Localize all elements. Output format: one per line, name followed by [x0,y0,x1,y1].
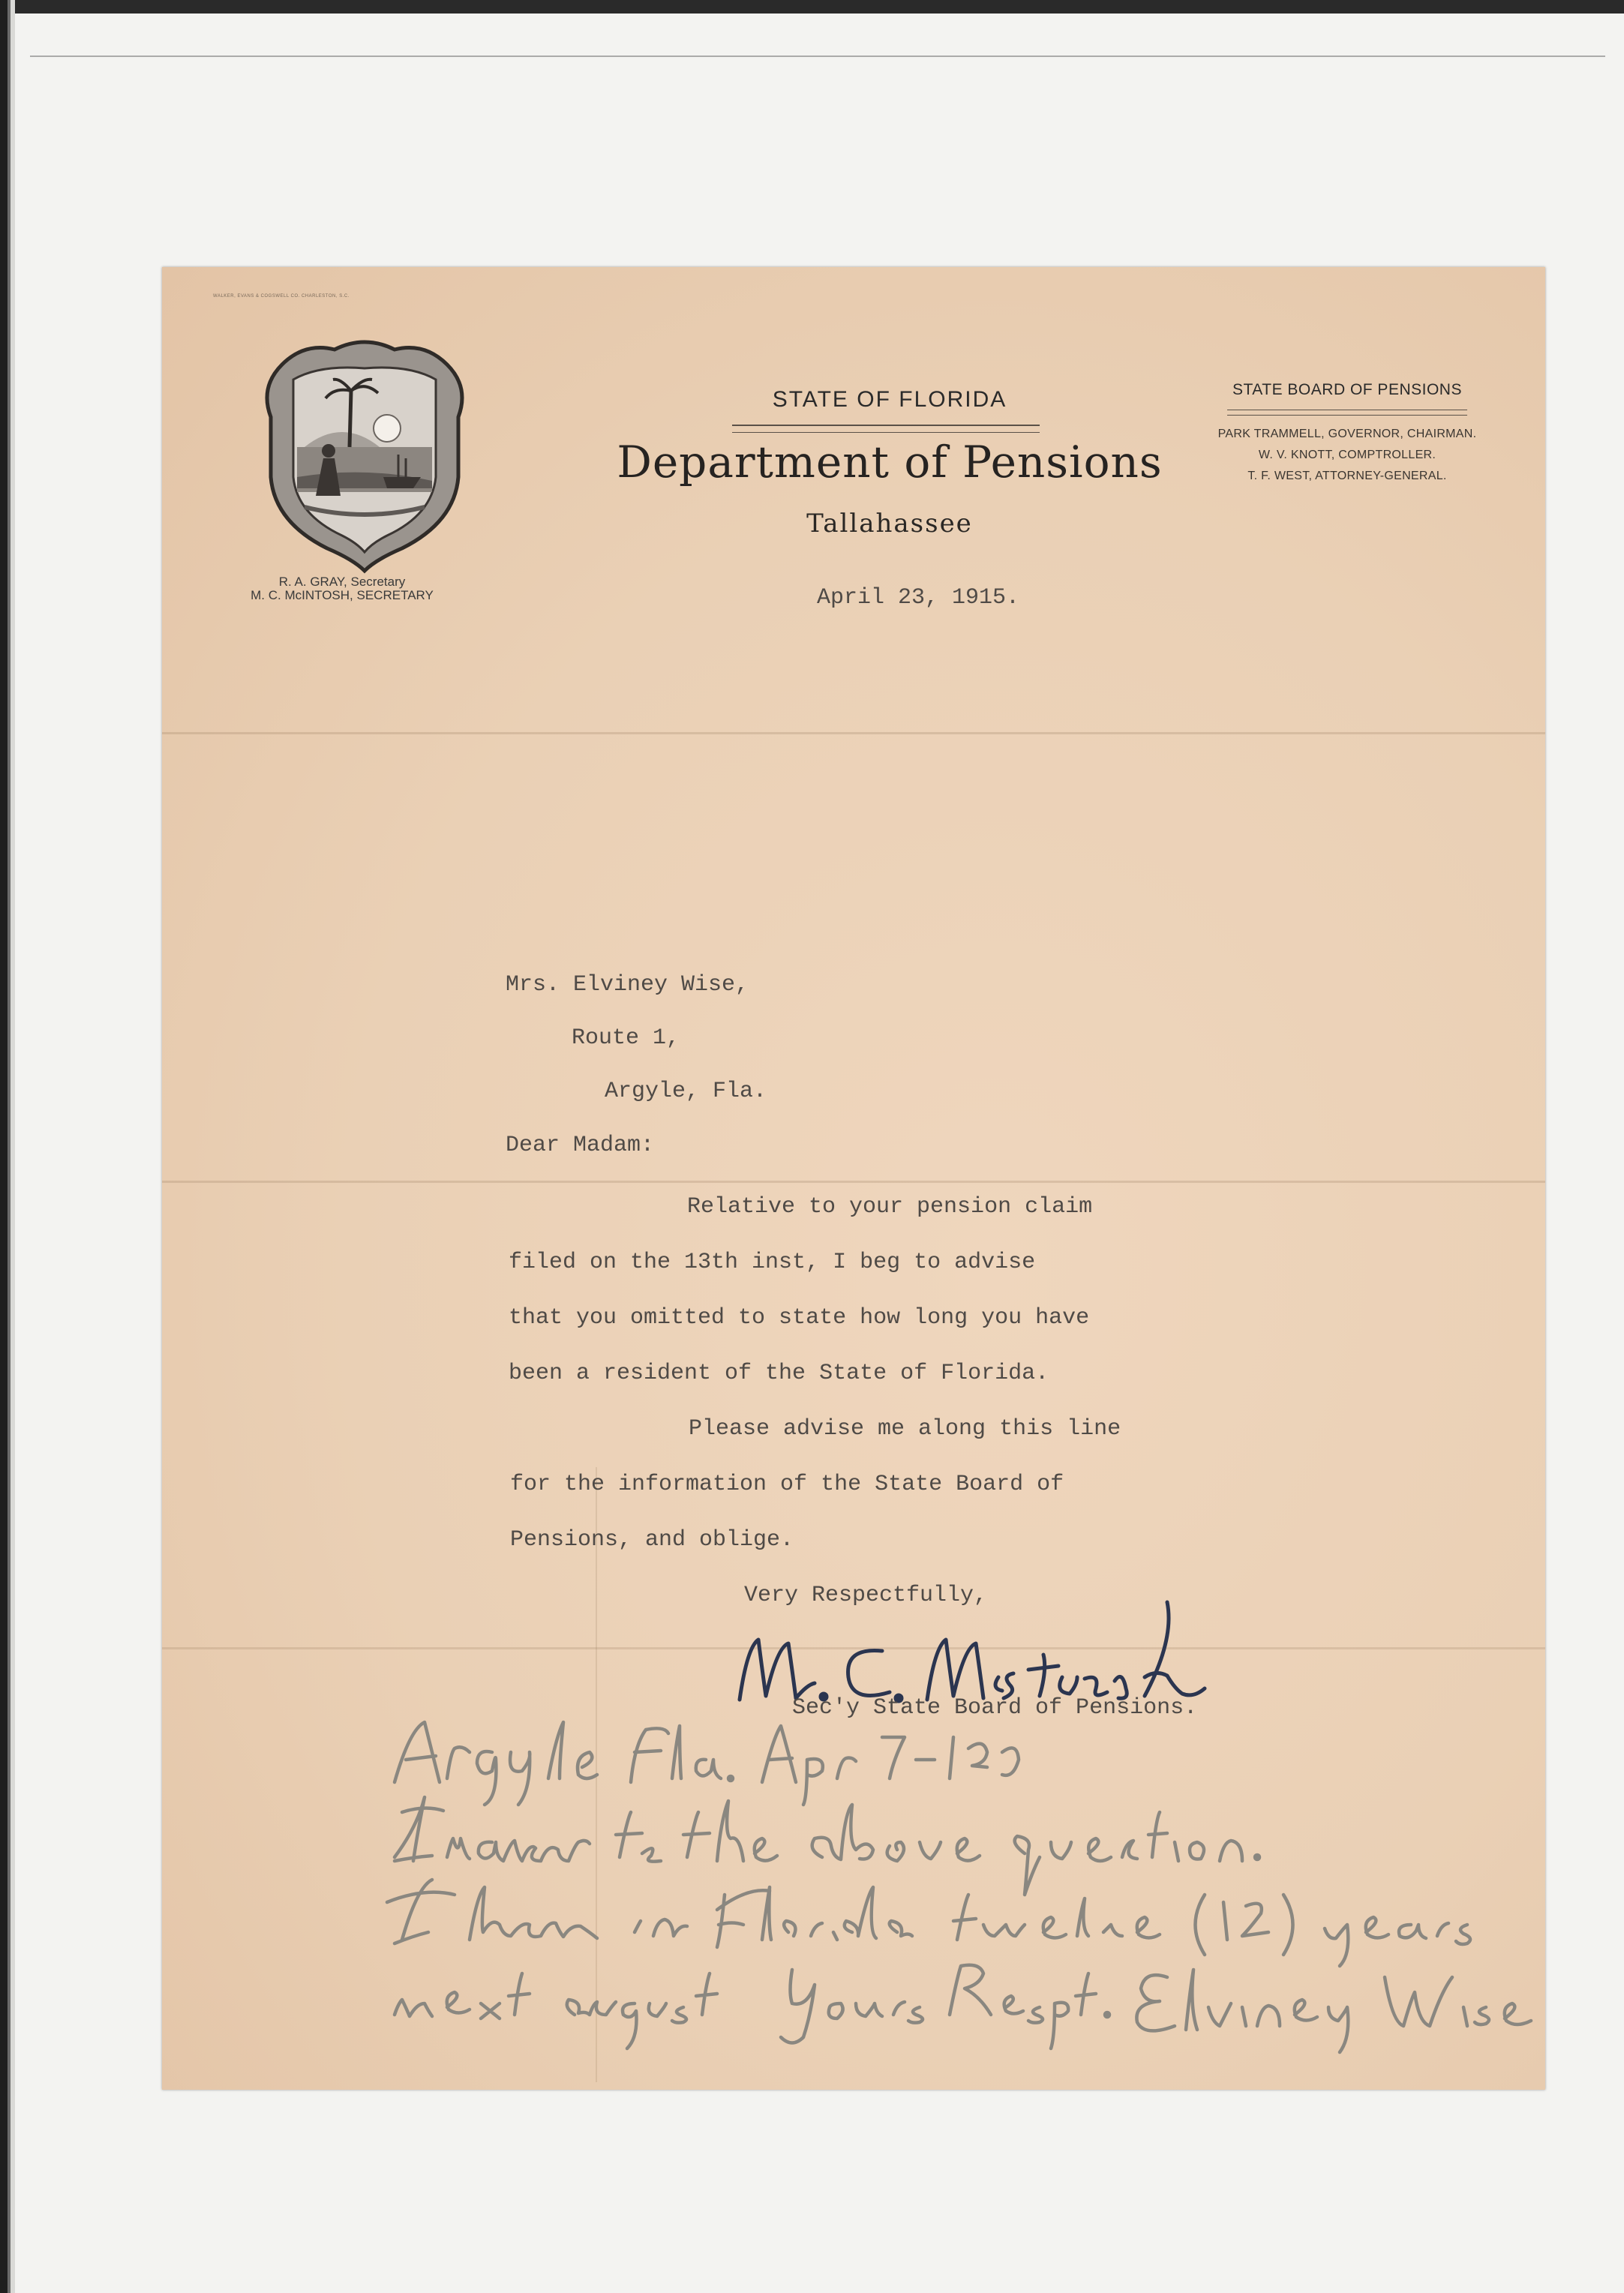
secretary-name-printed: M. C. McINTOSH, SECRETARY [251,588,434,602]
body-line: that you omitted to state how long you have [509,1305,1090,1331]
scanner-edge-left [0,0,15,2293]
closing: Very Respectfully, [744,1583,988,1608]
body-line: for the information of the State Board of [510,1472,1064,1497]
department-title: Department of Pensions [617,437,1163,488]
salutation: Dear Madam: [506,1133,655,1158]
board-member: W. V. KNOTT, COMPTROLLER. [1258,449,1436,461]
body-line: Pensions, and oblige. [510,1527,794,1553]
board-member: T. F. WEST, ATTORNEY-GENERAL. [1247,470,1447,482]
address-line: Route 1, [572,1025,680,1051]
board-member: PARK TRAMMELL, GOVERNOR, CHAIRMAN. [1217,428,1477,440]
address-line: Argyle, Fla. [605,1079,767,1104]
letter-date: April 23, 1915. [817,585,1020,611]
secretary-name-stamped: R. A. GRAY, Secretary [278,575,406,589]
address-line: Mrs. Elviney Wise, [506,972,749,998]
city-name: Tallahassee [806,509,973,539]
scanner-edge-top [0,0,1624,14]
state-seal-image [252,335,477,575]
board-rule [1227,410,1467,416]
body-line: been a resident of the State of Florida. [509,1361,1049,1386]
state-name: STATE OF FLORIDA [772,387,1007,412]
body-line: filed on the 13th inst, I beg to advise [509,1250,1036,1275]
ornamental-rule [732,425,1040,433]
handwritten-pencil-reply-image [372,1707,1572,2060]
printer-mark: WALKER, EVANS & COGSWELL CO. CHARLESTON, S.C. [213,294,350,299]
scanner-artifact-line [30,56,1605,57]
body-line: Relative to your pension claim [687,1194,1093,1220]
signer-title: Sec'y State Board of Pensions. [792,1695,1198,1721]
body-line: Please advise me along this line [689,1416,1121,1442]
letter-sheet [162,267,1545,2090]
board-title: STATE BOARD OF PENSIONS [1232,381,1462,398]
